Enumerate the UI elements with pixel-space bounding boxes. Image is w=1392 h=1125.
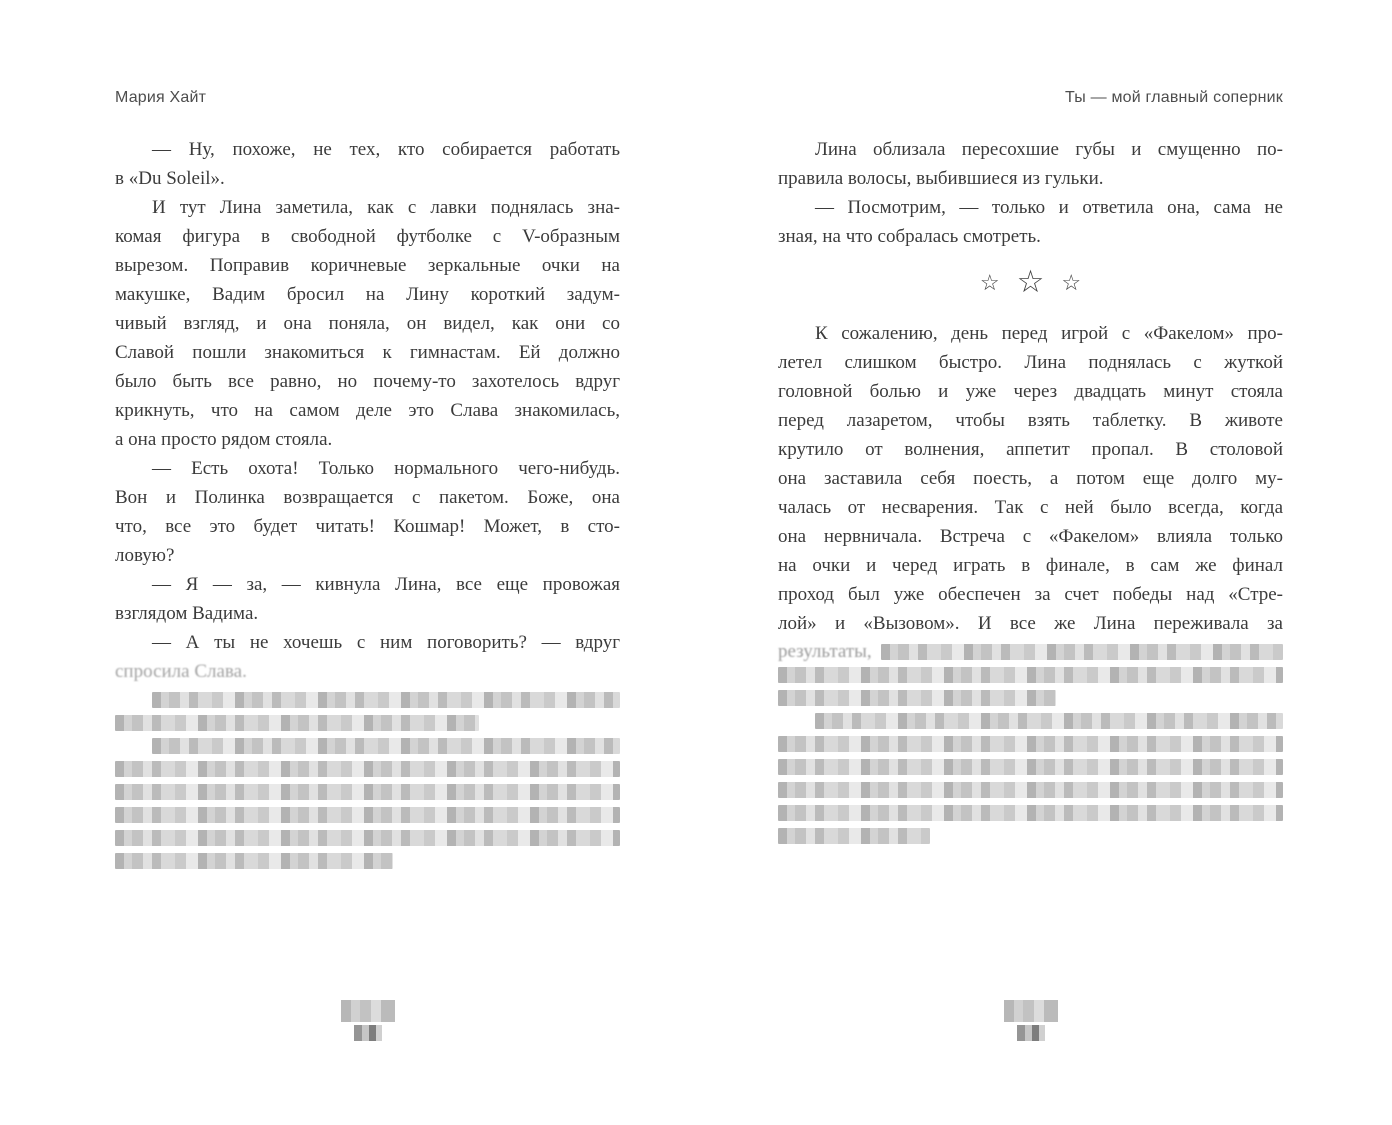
page-right[interactable]: [778, 88, 1283, 1078]
text-line: что, все это будет читать! Кошмар! Может, в сто-: [115, 516, 620, 537]
text-line: крутило от волнения, аппетит пропал. В столовой: [778, 439, 1283, 460]
blurred-text-line: [115, 761, 620, 777]
blurred-text-line: [778, 782, 1283, 798]
text-line: лой» и «Вызовом». И все же Лина переживала за: [778, 613, 1283, 634]
blurred-paragraph: [115, 692, 620, 731]
faded-text: результаты,: [778, 641, 872, 662]
text-line: она заставила себя поесть, а потом еще долго му-: [778, 468, 1283, 489]
blurred-text-line: [115, 830, 620, 846]
text-line: — Ну, похоже, не тех, кто собирается работать: [152, 139, 620, 160]
blurred-paragraph: [115, 738, 620, 869]
text-line: летел слишком быстро. Лина поднялась с жуткой: [778, 352, 1283, 373]
blurred-text-line: [778, 736, 1283, 752]
blurred-text-line: [115, 807, 620, 823]
page-number-blurred: [340, 1000, 396, 1041]
text-line: Лина облизала пересохшие губы и смущенно по-: [815, 139, 1283, 160]
text-line: взглядом Вадима.: [115, 603, 259, 624]
blurred-text-line: [778, 805, 1283, 821]
star-icon: ☆: [1016, 263, 1045, 299]
text-line: вырезом. Поправив коричневые зеркальные очки на: [115, 255, 620, 276]
blurred-text-line: [778, 759, 1283, 775]
blurred-text-line: [152, 692, 620, 708]
page-body: [778, 135, 1283, 844]
text-line: было быть все равно, но почему-то захотелось вдруг: [115, 371, 620, 392]
text-line: И тут Лина заметила, как с лавки поднялась зна-: [152, 197, 620, 218]
page-left[interactable]: [115, 88, 620, 1078]
page-number-blurred: [1003, 1000, 1059, 1041]
blurred-text-line: [815, 713, 1283, 729]
blurred-text-line: [778, 690, 1056, 706]
text-line: проход был уже обеспечен за счет победы над «Стре-: [778, 584, 1283, 605]
text-line: крикнуть, что на самом деле это Слава знакомилась,: [115, 400, 620, 421]
text-line: спросила Слава.: [115, 661, 247, 682]
blurred-paragraph: [778, 641, 1283, 706]
text-line: чалась от несварения. Так с ней было всегда, когда: [778, 497, 1283, 518]
text-line: — Есть охота! Только нормального чего-нибудь.: [152, 458, 620, 479]
text-line: в «Du Soleil».: [115, 168, 225, 189]
running-header-author: Мария Хайт: [115, 89, 207, 106]
blurred-text-line: [778, 828, 930, 844]
scene-divider: [778, 257, 1283, 309]
star-icon: ☆: [1061, 270, 1082, 295]
text-line: на очки и черед играть в финале, в сам же финал: [778, 555, 1283, 576]
blurred-text-line: [778, 641, 1283, 662]
text-line: а она просто рядом стояла.: [115, 429, 333, 450]
star-icon: ☆: [979, 270, 1000, 295]
text-line: — А ты не хочешь с ним поговорить? — вдруг: [152, 632, 620, 653]
text-line: — Я — за, — кивнула Лина, все еще провожая: [152, 574, 620, 595]
blurred-paragraph: [778, 713, 1283, 844]
text-line: перед лазаретом, чтобы взять таблетку. В животе: [778, 410, 1283, 431]
blurred-text-line: [152, 738, 620, 754]
text-line: Вон и Полинка возвращается с пакетом. Боже, она: [115, 487, 620, 508]
blurred-text-line: [115, 715, 479, 731]
text-line: К сожалению, день перед игрой с «Факелом» про-: [815, 323, 1283, 344]
blurred-text-line: [115, 784, 620, 800]
running-header-title: Ты — мой главный соперник: [1065, 89, 1283, 106]
text-line: — Посмотрим, — только и ответила она, сама не: [815, 197, 1283, 218]
page-number-blur-block: [1004, 1000, 1058, 1022]
page-number-blur-block: [341, 1000, 395, 1022]
text-line: комая фигура в свободной футболке с V-образным: [115, 226, 620, 247]
text-line: правила волосы, выбившиеся из гульки.: [778, 168, 1104, 189]
page-number-blur-block: [1017, 1025, 1045, 1041]
text-line: макушке, Вадим бросил на Лину короткий задум-: [115, 284, 620, 305]
blurred-text-line: [778, 667, 1283, 683]
text-line: зная, на что собралась смотреть.: [778, 226, 1041, 247]
text-line: ловую?: [115, 545, 175, 566]
page-body: [115, 135, 620, 869]
text-line: чивый взгляд, и она поняла, он видел, как они со: [115, 313, 620, 334]
text-line: Славой пошли знакомиться к гимнастам. Ей должно: [115, 342, 620, 363]
page-number-blur-block: [354, 1025, 382, 1041]
text-line: она нервничала. Встреча с «Факелом» влияла только: [778, 526, 1283, 547]
text-line: головной болью и уже через двадцать минут стояла: [778, 381, 1283, 402]
blurred-text-line: [115, 853, 393, 869]
